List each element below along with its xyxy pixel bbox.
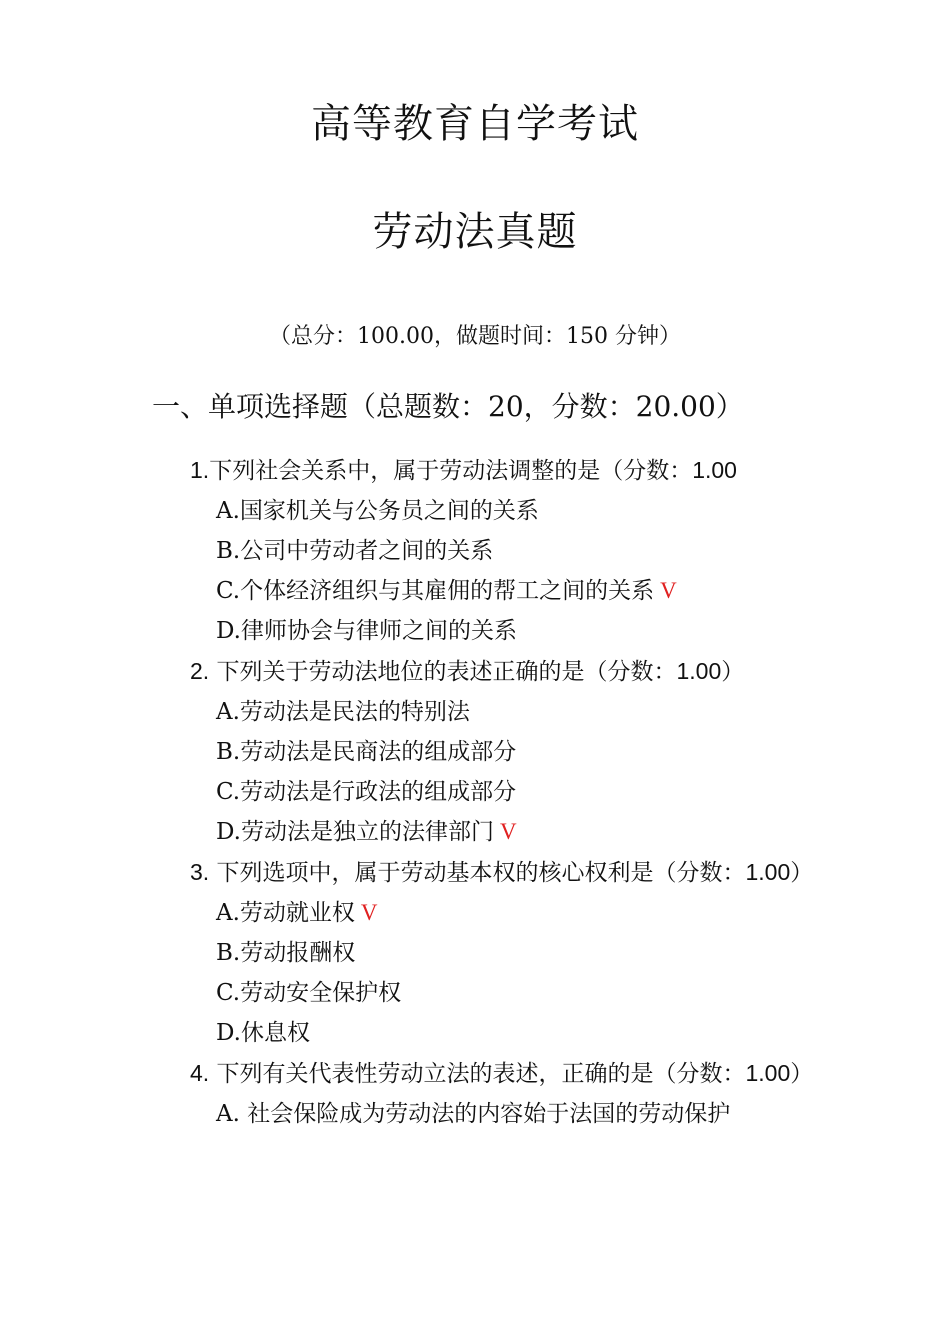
answer-option (0, 732, 950, 772)
question-number: 3. (190, 859, 210, 885)
answer-option (0, 692, 950, 732)
question-number: 4. (190, 1060, 210, 1086)
correct-answer-mark: V (660, 578, 677, 603)
option-label: B. (216, 538, 241, 564)
option-text: 个体经济组织与其雇佣的帮工之间的关系 (240, 578, 655, 604)
question-text (0, 450, 950, 491)
question-stem: 下列社会关系中，属于劳动法调整的是（分数： (209, 458, 693, 484)
answer-option (0, 772, 950, 812)
question-item (0, 651, 950, 852)
option-text: 劳动报酬权 (240, 940, 356, 966)
answer-option (0, 571, 950, 611)
document-subtitle: 劳动法真题 (372, 209, 578, 255)
question-number: 1. (190, 457, 210, 483)
option-text: 劳动法是独立的法律部门 (240, 819, 494, 845)
question-item (0, 1053, 950, 1134)
option-label: D. (216, 819, 241, 845)
question-score: 1.00） (676, 658, 745, 684)
option-label: C. (216, 578, 241, 604)
option-label: A. (216, 498, 240, 524)
option-text: 休息权 (240, 1020, 310, 1046)
answer-option (0, 1013, 950, 1053)
option-label: A. (216, 699, 240, 725)
answer-option (0, 933, 950, 973)
section-title: 一、单项选择题（总题数：20，分数：20.00） (152, 390, 744, 423)
option-label: D. (216, 1020, 241, 1046)
option-label: A. (216, 1101, 240, 1127)
exam-summary: （总分：100.00，做题时间：150 分钟） (269, 324, 681, 349)
question-stem: 下列关于劳动法地位的表述正确的是（分数： (209, 659, 677, 685)
correct-answer-mark: V (360, 900, 378, 925)
question-text (0, 852, 950, 893)
option-text: 劳动安全保护权 (240, 980, 402, 1006)
answer-option (0, 973, 950, 1013)
option-text: 律师协会与律师之间的关系 (240, 618, 517, 644)
correct-answer-mark: V (499, 819, 517, 844)
question-score: 1.00） (745, 1060, 814, 1086)
question-stem: 下列有关代表性劳动立法的表述，正确的是（分数： (209, 1061, 746, 1087)
question-item (0, 450, 950, 651)
option-label: B. (216, 739, 241, 765)
option-text: 社会保险成为劳动法的内容始于法国的劳动保护 (239, 1101, 731, 1127)
option-text: 劳动法是民商法的组成部分 (240, 739, 517, 765)
answer-option (0, 531, 950, 571)
question-item (0, 852, 950, 1053)
option-text: 劳动就业权 (239, 900, 355, 926)
question-number: 2. (190, 658, 210, 684)
option-text: 劳动法是行政法的组成部分 (240, 779, 517, 805)
question-text (0, 1053, 950, 1094)
document-title: 高等教育自学考试 (311, 101, 639, 147)
option-label: A. (216, 900, 240, 926)
answer-option (0, 893, 950, 933)
answer-option (0, 491, 950, 531)
option-label: B. (216, 940, 241, 966)
question-score: 1.00 (692, 457, 737, 483)
option-text: 公司中劳动者之间的关系 (240, 538, 494, 564)
question-score: 1.00） (745, 859, 814, 885)
option-label: D. (216, 618, 241, 644)
option-text: 国家机关与公务员之间的关系 (239, 498, 539, 524)
question-text (0, 651, 950, 692)
option-label: C. (216, 779, 241, 805)
answer-option (0, 812, 950, 852)
question-stem: 下列选项中，属于劳动基本权的核心权利是（分数： (209, 860, 746, 886)
option-label: C. (216, 980, 241, 1006)
option-text: 劳动法是民法的特别法 (239, 699, 470, 725)
answer-option (0, 1094, 950, 1134)
question-list (0, 450, 950, 1134)
answer-option (0, 611, 950, 651)
